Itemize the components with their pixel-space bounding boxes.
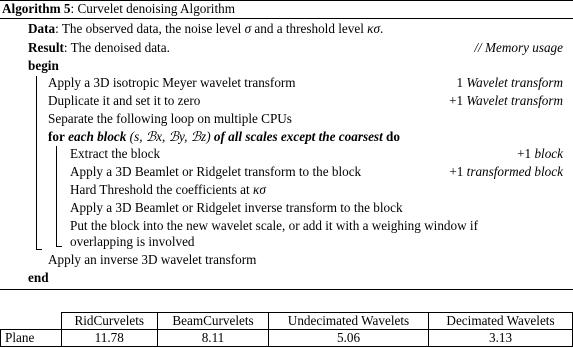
memory-count: +1 [449, 164, 467, 179]
table-cell: 3.13 [429, 330, 573, 347]
step-duplicate: Duplicate it and set it to zero [48, 93, 201, 108]
for-condition-2: of all scales except the coarsest [210, 129, 387, 144]
algorithm-caption-rule [0, 18, 573, 19]
table-header-row [1, 313, 573, 330]
kappa-sigma-symbol: κσ [367, 21, 381, 36]
inner-apply-transform-memory [449, 164, 563, 180]
inner-hard-threshold [70, 182, 266, 198]
result-text: : The denoised data. [63, 40, 170, 55]
begin-block-hook [36, 249, 42, 250]
memory-unit: transformed block [466, 164, 563, 179]
data-text-1: : The observed data, the noise level [55, 21, 245, 36]
step-separate-loop: Separate the following loop on multiple CPUs [48, 111, 292, 126]
kappa-sigma-symbol: κσ [252, 182, 266, 197]
table-corner-cell [1, 313, 62, 330]
data-label: Data [28, 21, 56, 36]
table-row [1, 330, 573, 347]
column-header: BeamCurvelets [158, 313, 269, 330]
step-inverse-wavelet: Apply an inverse 3D wavelet transform [48, 252, 257, 267]
inner-apply-transform: Apply a 3D Beamlet or Ridgelet transform to the block [70, 164, 362, 179]
results-table [0, 312, 573, 347]
column-header: RidCurvelets [61, 313, 158, 330]
column-header: Undecimated Wavelets [268, 313, 428, 330]
memory-unit: Wavelet transform [466, 75, 563, 90]
data-text-3: . [380, 21, 384, 36]
for-block-bar [56, 146, 57, 246]
begin-keyword: begin [28, 58, 59, 73]
inner-hard-threshold-text: Hard Threshold the coefficients at [70, 182, 253, 197]
memory-unit: Wavelet transform [466, 93, 563, 108]
table-cell: 8.11 [158, 330, 269, 347]
for-condition-math: (s, ℬx, ℬy, ℬz) [129, 129, 211, 144]
algorithm-caption-label: Algorithm 5 [2, 1, 71, 16]
step-wavelet-transform: Apply a 3D isotropic Meyer wavelet transform [48, 75, 296, 90]
memory-count: +1 [449, 93, 467, 108]
memory-count: 1 [456, 75, 467, 90]
step-wavelet-transform-memory [457, 75, 563, 91]
memory-count: +1 [517, 146, 535, 161]
table-cell-best: 11.78 [61, 330, 158, 347]
algorithm-data-line [28, 21, 383, 37]
step-duplicate-memory [449, 93, 563, 109]
begin-block-bar [36, 76, 37, 249]
memory-unit: block [534, 146, 563, 161]
column-header: Decimated Wavelets [429, 313, 573, 330]
inner-put-block-line2: overlapping is involved [70, 234, 195, 249]
table-cell: 5.06 [268, 330, 428, 347]
row-label: Plane [1, 330, 62, 347]
result-label: Result [28, 40, 64, 55]
for-keyword: for [48, 129, 65, 144]
for-condition-1: each block [64, 129, 130, 144]
data-text-2: and a threshold level [251, 21, 368, 36]
for-block-hook [56, 246, 62, 247]
algorithm-caption-text: : Curvelet denoising Algorithm [70, 1, 235, 16]
inner-inverse-transform: Apply a 3D Beamlet or Ridgelet inverse transform to the block [70, 200, 403, 215]
algorithm-result-line [28, 40, 170, 56]
memory-usage-comment: // Memory usage [474, 40, 563, 55]
do-keyword: do [386, 129, 400, 144]
inner-extract-block: Extract the block [70, 146, 161, 161]
sigma-symbol: σ [244, 21, 252, 36]
inner-put-block-line1: Put the block into the new wavelet scale, or add it with a weighing window if [70, 218, 478, 233]
algorithm-caption [2, 1, 235, 17]
end-keyword: end [28, 270, 49, 285]
for-loop-header [48, 129, 400, 145]
algorithm-bottom-rule [0, 289, 573, 290]
inner-extract-block-memory [517, 146, 563, 162]
